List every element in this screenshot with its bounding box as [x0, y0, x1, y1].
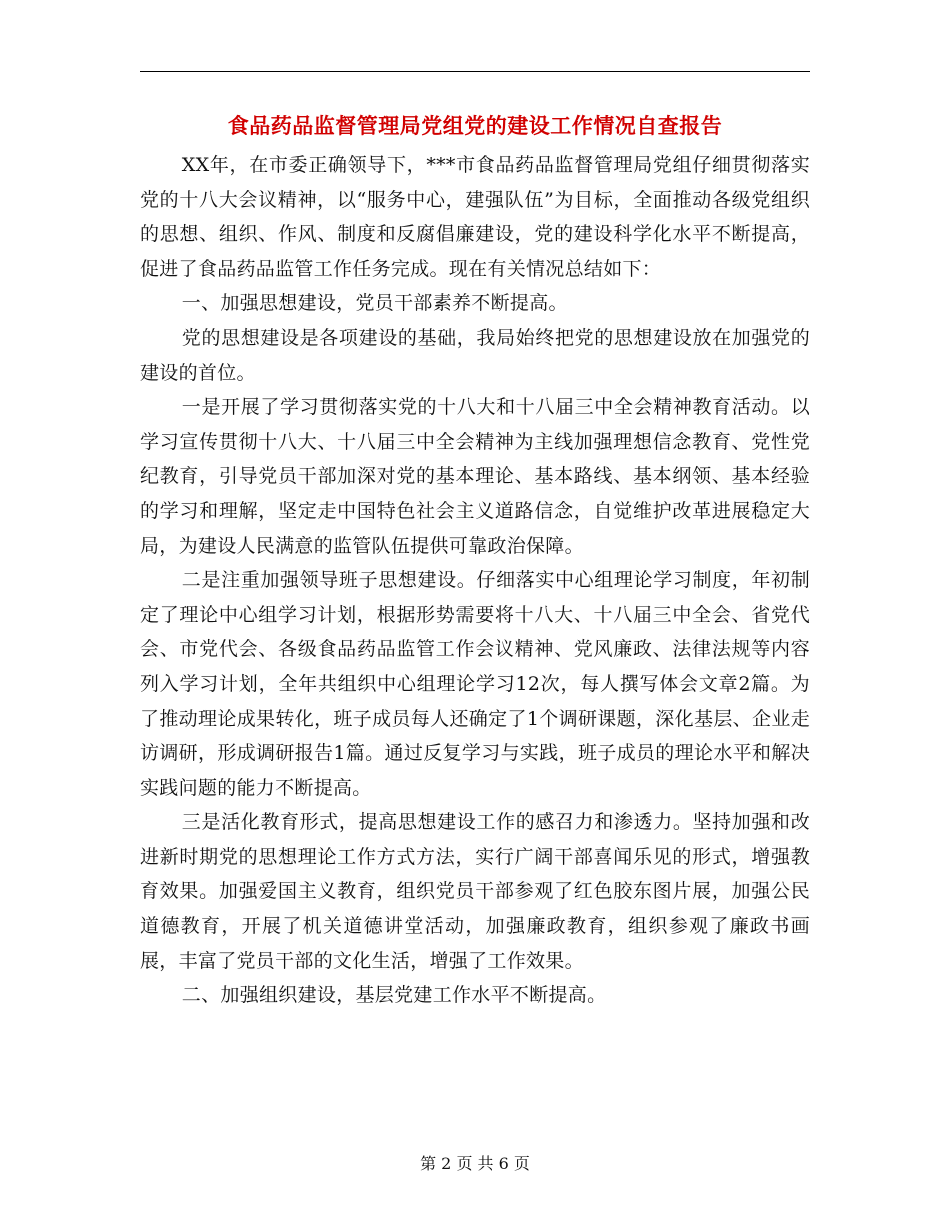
document-title: 食品药品监督管理局党组党的建设工作情况自查报告	[227, 113, 723, 138]
paragraph-section-heading-2: 二、加强组织建设，基层党建工作水平不断提高。	[181, 984, 607, 1007]
paragraph-intro: XX年，在市委正确领导下，***市食品药品监督管理局党组仔细贯彻落实党的十八大会议精神，以“服务中心，建强队伍”为目标，全面推动各级党组织的思想、组织、作风、制度和反腐倡廉建设，党的建设科学化水平不断提高，促进了食品药品监管工作任务完成。现在有关情况总结如下：	[140, 154, 810, 280]
paragraph-item-2: 二是注重加强领导班子思想建设。仔细落实中心组理论学习制度，年初制定了理论中心组学习计划，根据形势需要将十八大、十八届三中全会、省党代会、市党代会、各级食品药品监管工作会议精神、党风廉政、法律法规等内容列入学习计划，全年共组织中心组理论学习12次，每人撰写体会文章2篇。为了推动理论成果转化，班子成员每人还确定了1个调研课题，深化基层、企业走访调研，形成调研报告1篇。通过反复学习与实践，班子成员的理论水平和解决实践问题的能力不断提高。	[140, 569, 810, 799]
document-body	[140, 148, 810, 1013]
header-rule	[140, 71, 810, 72]
paragraph-item-3: 三是活化教育形式，提高思想建设工作的感召力和渗透力。坚持加强和改进新时期党的思想理论工作方式方法，实行广阔干部喜闻乐见的形式，增强教育效果。加强爱国主义教育，组织党员干部参观了红色胶东图片展，加强公民道德教育，开展了机关道德讲堂活动，加强廉政教育，组织参观了廉政书画展，丰富了党员干部的文化生活，增强了工作效果。	[140, 811, 810, 972]
paragraph-section-heading-1: 一、加强思想建设，党员干部素养不断提高。	[181, 292, 568, 315]
paragraph-section-1-lead: 党的思想建设是各项建设的基础，我局始终把党的思想建设放在加强党的建设的首位。	[140, 326, 810, 384]
paragraph-item-1: 一是开展了学习贯彻落实党的十八大和十八届三中全会精神教育活动。以学习宣传贯彻十八大、十八届三中全会精神为主线加强理想信念教育、党性党纪教育，引导党员干部加深对党的基本理论、基本路线、基本纲领、基本经验的学习和理解，坚定走中国特色社会主义道路信念，自觉维护改革进展稳定大局，为建设人民满意的监管队伍提供可靠政治保障。	[140, 396, 810, 557]
page-number-footer: 第 2 页 共 6 页	[420, 1154, 530, 1173]
